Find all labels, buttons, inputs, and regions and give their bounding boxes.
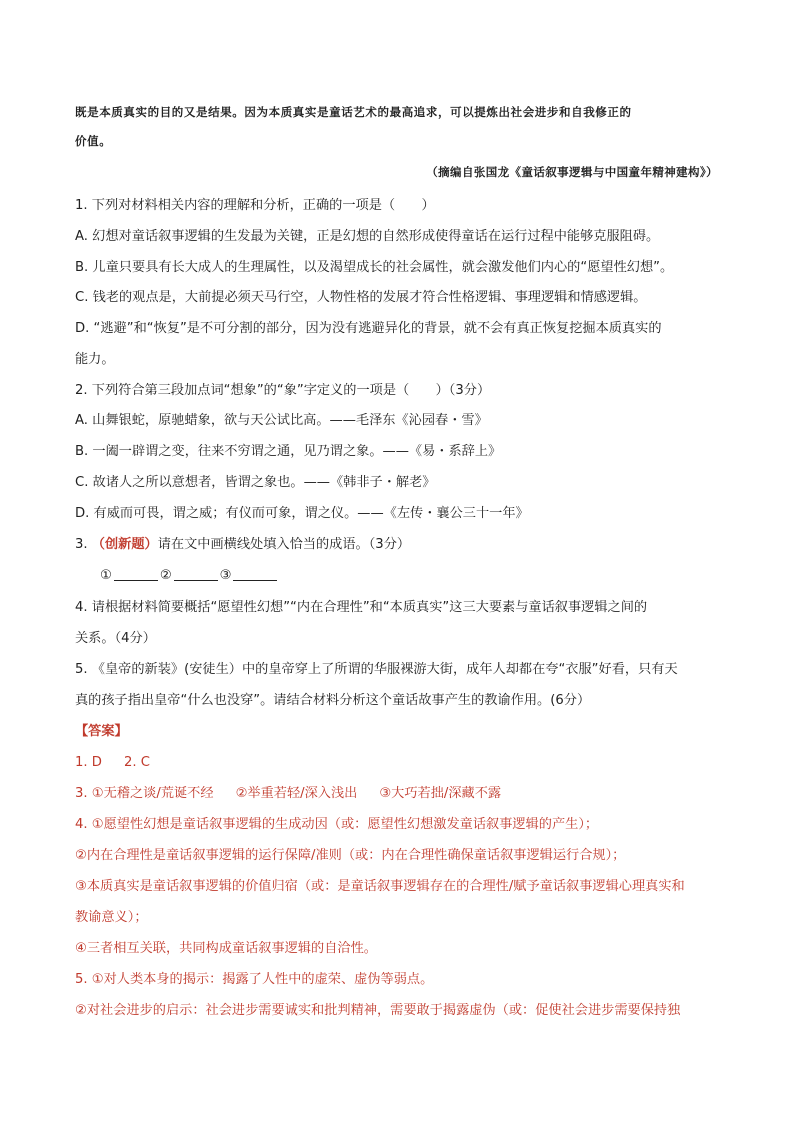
- q1-option-c: C. 钱老的观点是，大前提必须天马行空，人物性格的发展才符合性格逻辑、事理逻辑和情感逻辑。: [75, 290, 647, 305]
- q3-innovation-tag: （创新题）: [91, 537, 158, 552]
- blank-3-label: ③: [219, 568, 232, 583]
- answer-heading: 【答案】: [75, 724, 128, 739]
- q5-line-2: 真的孩子指出皇帝“什么也没穿”。请结合材料分析这个童话故事产生的教谕作用。(6分）: [75, 693, 591, 708]
- q2-option-d: D. 有威而可畏，谓之威；有仪而可象，谓之仪。——《左传・襄公三十一年》: [75, 506, 529, 521]
- answer-4-item-3-line1: ③本质真实是童话叙事逻辑的价值归宿（或：是童话叙事逻辑存在的合理性/赋予童话叙事逻辑心理真实和: [75, 879, 685, 894]
- blank-2: [174, 566, 218, 581]
- answer-5-item-1: 5. ①对人类本身的揭示：揭露了人性中的虚荣、虚伪等弱点。: [75, 972, 434, 987]
- answer-1-2: [75, 753, 150, 773]
- q1-option-a: A. 幻想对童话叙事逻辑的生发最为关键，正是幻想的自然形成使得童话在运行过程中能够克服阻碍。: [75, 229, 660, 244]
- q3-blanks: [100, 566, 279, 586]
- q1-option-b: B. 儿童只要具有长大成人的生理属性，以及渴望成长的社会属性，就会激发他们内心的“愿望性幻想”。: [75, 260, 674, 275]
- answer-1: 1. D: [75, 755, 102, 770]
- q4-line-1: 4. 请根据材料简要概括“愿望性幻想”“内在合理性”和“本质真实”这三大要素与童话叙事逻辑之间的: [75, 600, 648, 615]
- answer-3-item-2: ②举重若轻/深入浅出: [235, 786, 358, 801]
- answer-4-item-2: ②内在合理性是童话叙事逻辑的运行保障/准则（或：内在合理性确保童话叙事逻辑运行合规）；: [75, 848, 626, 863]
- q4-line-2: 关系。（4分）: [75, 631, 156, 646]
- answer-2: 2. C: [123, 755, 150, 770]
- answer-4-item-4: ④三者相互关联，共同构成童话叙事逻辑的自洽性。: [75, 941, 377, 956]
- q1-stem: 1. 下列对材料相关内容的理解和分析，正确的一项是（ ）: [75, 198, 435, 213]
- q2-option-b: B. 一阖一辟谓之变，往来不穷谓之通，见乃谓之象。——《易・系辞上》: [75, 444, 502, 459]
- q2-stem: 2. 下列符合第三段加点词“想象”的“象”字定义的一项是（ ）（3分）: [75, 383, 491, 398]
- answer-4-item-1: 4. ①愿望性幻想是童话叙事逻辑的生成动因（或：愿望性幻想激发童话叙事逻辑的产生）；: [75, 817, 599, 832]
- blank-1-label: ①: [100, 568, 112, 583]
- passage-line-1: 既是本质真实的目的又是结果。因为本质真实是童话艺术的最高追求，可以提炼出社会进步和自我修正的: [75, 105, 632, 119]
- passage-source: （摘编自张国龙《童话叙事逻辑与中国童年精神建构》）: [426, 165, 718, 179]
- q3-number: 3.: [75, 537, 92, 552]
- blank-1: [114, 566, 158, 581]
- answer-5-item-2: ②对社会进步的启示：社会进步需要诚实和批判精神，需要敢于揭露虚伪（或：促使社会进步需要保持独: [75, 1003, 681, 1018]
- passage-line-2: 价值。: [75, 134, 112, 148]
- q2-option-a: A. 山舞银蛇，原驰蜡象，欲与天公试比高。——毛泽东《沁园春・雪》: [75, 413, 488, 428]
- answer-3-item-1: ①无稽之谈/荒诞不经: [91, 786, 214, 801]
- answer-3-item-3: ③大巧若拙/深藏不露: [379, 786, 502, 801]
- q2-option-c: C. 故诸人之所以意想者，皆谓之象也。——《韩非子・解老》: [75, 475, 436, 490]
- q1-option-d-line2: 能力。: [75, 352, 115, 367]
- q1-option-d-line1: D. “逃避”和“恢复”是不可分割的部分，因为没有逃避异化的背景，就不会有真正恢复挖掘本质真实的: [75, 321, 662, 336]
- q5-line-1: 5. 《皇帝的新装》(安徒生）中的皇帝穿上了所谓的华服裸游大街，成年人却都在夸“衣服”好看，只有天: [75, 662, 678, 677]
- q3-stem: 请在文中画横线处填入恰当的成语。（3分）: [157, 537, 411, 552]
- q3-stem-line: [75, 535, 410, 555]
- blank-2-label: ②: [159, 568, 172, 583]
- blank-3: [233, 566, 277, 581]
- answer-3-number: 3.: [75, 786, 88, 801]
- answer-3: [75, 784, 501, 804]
- answer-4-item-3-line2: 教谕意义）；: [75, 910, 148, 925]
